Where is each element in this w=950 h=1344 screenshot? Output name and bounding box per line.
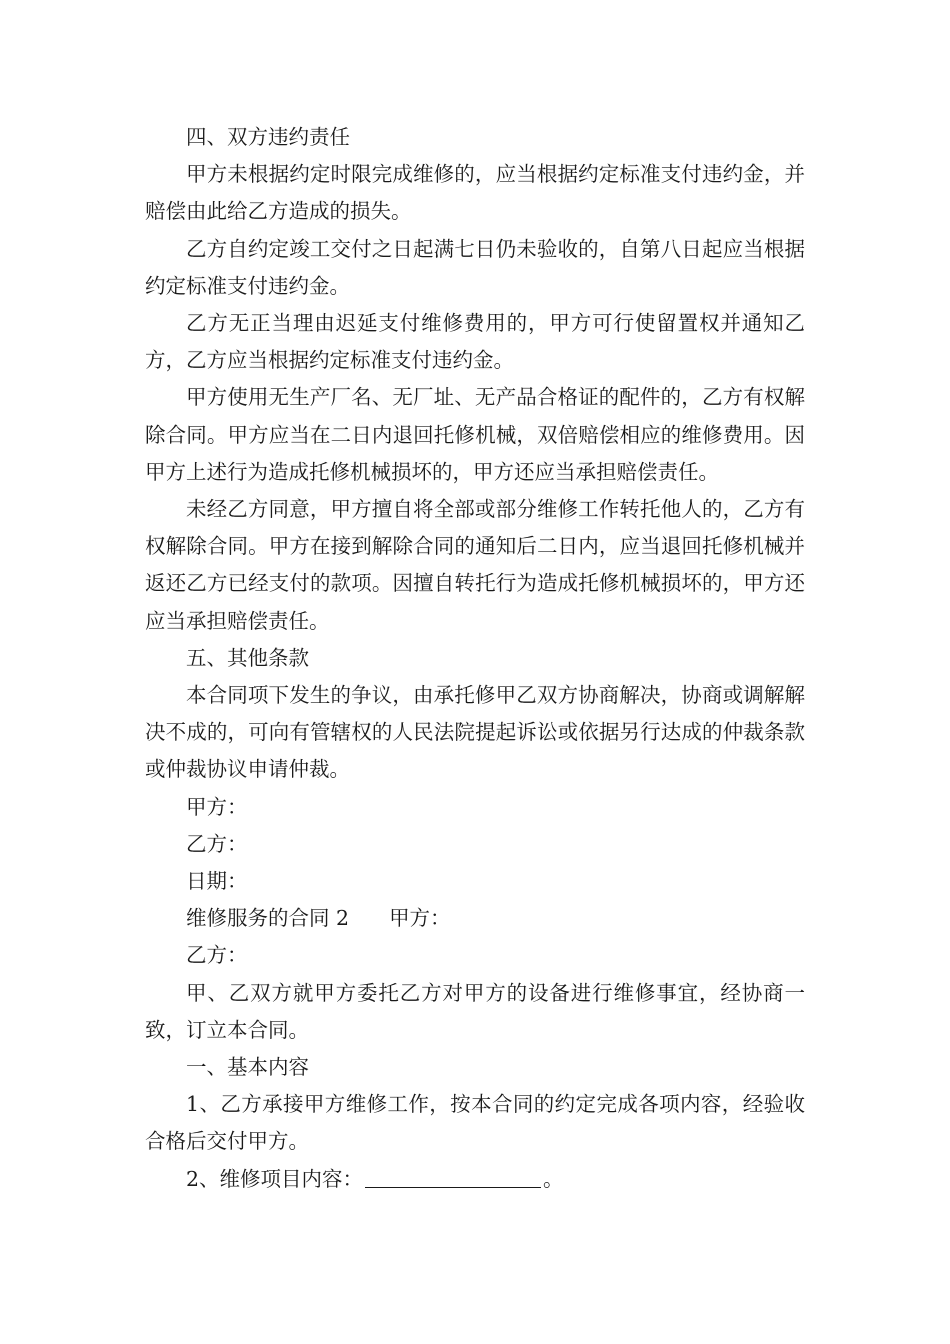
signature-date: 日期： — [186, 869, 248, 894]
section-heading: 四、双方违约责任 — [186, 125, 350, 149]
document-body — [145, 119, 805, 1198]
contract2-party-b: 乙方： — [186, 943, 248, 968]
signature-party-a: 甲方： — [186, 794, 248, 819]
contract2-title: 维修服务的合同 2 — [186, 906, 350, 931]
list-item: 1、乙方承接甲方维修工作，按本合同的约定完成各项内容，经验收合格后交付甲方。 — [145, 1092, 805, 1154]
section-heading: 一、基本内容 — [186, 1055, 309, 1080]
fill-in-blank — [365, 1165, 541, 1188]
contract2-header-line — [145, 900, 805, 937]
paragraph: 甲方使用无生产厂名、无厂址、无产品合格证的配件的，乙方有权解除合同。甲方应当在二日内退回托修机械，双倍赔偿相应的维修费用。因甲方上述行为造成托修机械损坏的，甲方还应当承担赔偿责任。 — [145, 385, 805, 484]
paragraph: 乙方无正当理由迟延支付维修费用的，甲方可行使留置权并通知乙方，乙方应当根据约定标准支付违约金。 — [145, 311, 805, 373]
contract2-party-a: 甲方： — [389, 906, 451, 931]
list-item — [145, 1161, 805, 1198]
paragraph: 乙方自约定竣工交付之日起满七日仍未验收的，自第八日起应当根据约定标准支付违约金。 — [145, 236, 805, 298]
section-heading: 五、其他条款 — [186, 645, 309, 670]
signature-party-b: 乙方： — [186, 831, 248, 856]
paragraph: 本合同项下发生的争议，由承托修甲乙双方协商解决，协商或调解解决不成的，可向有管辖权的人民法院提起诉讼或依据另行达成的仲裁条款或仲裁协议申请仲裁。 — [145, 683, 805, 782]
item2-label: 2、维修项目内容： — [186, 1166, 364, 1191]
paragraph: 甲、乙双方就甲方委托乙方对甲方的设备进行维修事宜，经协商一致，订立本合同。 — [145, 980, 805, 1042]
paragraph: 未经乙方同意，甲方擅自将全部或部分维修工作转托他人的，乙方有权解除合同。甲方在接到解除合同的通知后二日内，应当退回托修机械并返还乙方已经支付的款项。因擅自转托行为造成托修机械损坏的，甲方还应当承担赔偿责任。 — [145, 497, 805, 633]
paragraph: 甲方未根据约定时限完成维修的，应当根据约定标准支付违约金，并赔偿由此给乙方造成的损失。 — [145, 162, 805, 224]
item2-end: 。 — [543, 1166, 564, 1191]
